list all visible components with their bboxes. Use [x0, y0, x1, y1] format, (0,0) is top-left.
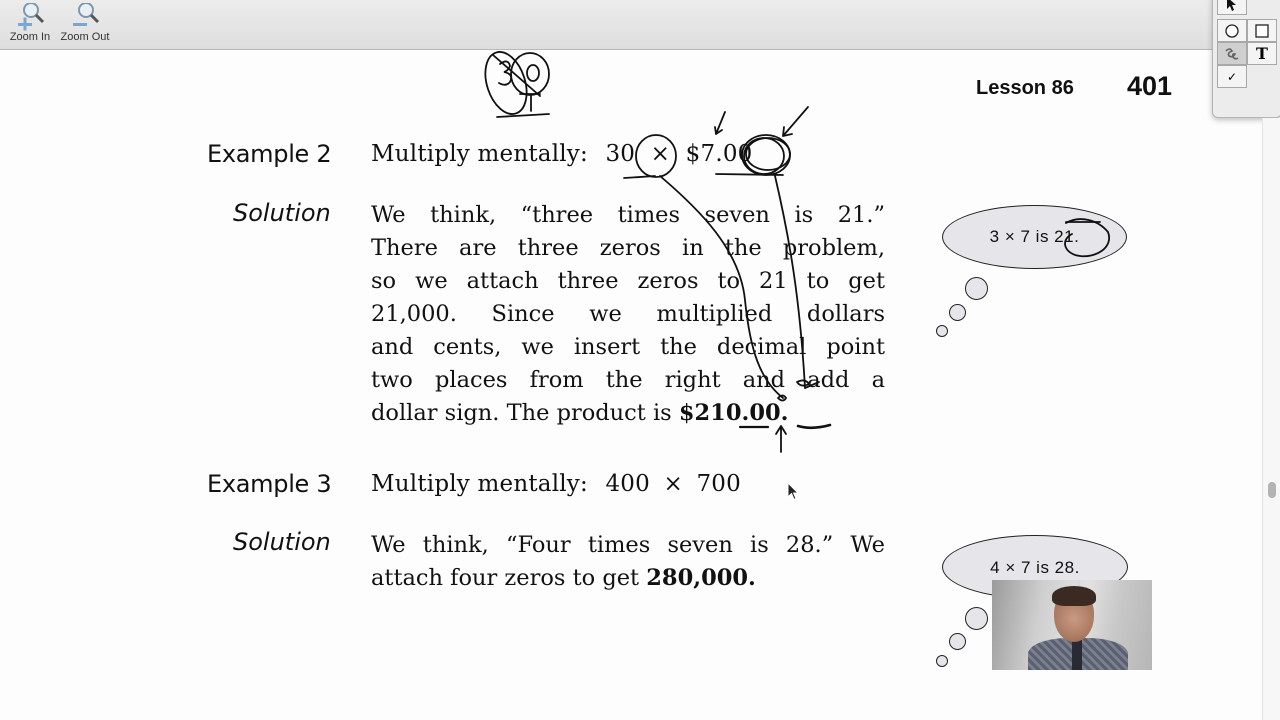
solution-line: We think, “Four times seven is 28.” We — [371, 532, 885, 558]
pointer-tool[interactable] — [1217, 0, 1247, 15]
solution-line — [371, 562, 885, 595]
solution-answer: $210.00. — [678, 400, 789, 426]
solution-line: There are three zeros in the problem, — [371, 235, 885, 261]
rectangle-icon — [1254, 23, 1270, 39]
example-2-solution-text — [371, 199, 885, 430]
lesson-label: Lesson 86 — [976, 77, 1074, 99]
page-number: 401 — [1127, 71, 1173, 101]
scrollbar-thumb[interactable] — [1268, 482, 1276, 498]
vertical-scrollbar[interactable] — [1262, 118, 1280, 720]
viewer-toolbar — [0, 0, 1280, 50]
thought-dot — [936, 655, 948, 667]
solution-line: We think, “three times seven is 21.” — [371, 202, 885, 228]
example-3-label: Example 3 — [207, 470, 332, 498]
solution-line: two places from the right and add a — [371, 367, 885, 393]
zoom-out-label: Zoom Out — [60, 31, 110, 43]
operand-2: $7.00 — [685, 141, 753, 167]
example-2-label: Example 2 — [207, 140, 332, 168]
solution-line: so we attach three zeros to 21 to get — [371, 268, 885, 294]
example-3-problem — [371, 471, 741, 497]
circle-icon — [1224, 23, 1240, 39]
freehand-tool[interactable] — [1217, 42, 1247, 65]
freehand-scribble-icon — [1223, 46, 1241, 62]
thought-text: 4 × 7 is 28. — [990, 558, 1080, 577]
solution-line-text: attach four zeros to get — [371, 565, 647, 591]
thought-dot — [936, 325, 948, 337]
webcam-person-tie — [1072, 640, 1082, 670]
zoom-out-icon — [69, 3, 101, 31]
zoom-in-button[interactable] — [2, 0, 58, 48]
webcam-overlay — [992, 580, 1152, 670]
solution-line: and cents, we insert the decimal point — [371, 334, 885, 360]
example-2-problem — [371, 141, 753, 167]
text-tool[interactable] — [1247, 42, 1277, 65]
webcam-person-hair — [1052, 586, 1096, 606]
solution-line-text: dollar sign. The product is — [371, 400, 679, 426]
rectangle-tool[interactable] — [1247, 19, 1277, 42]
thought-dot — [965, 277, 988, 300]
thought-dot — [965, 607, 988, 630]
text-icon: T — [1256, 44, 1268, 63]
thought-dot — [949, 633, 966, 650]
thought-dot — [949, 304, 966, 321]
zoom-out-button[interactable] — [57, 0, 113, 48]
pointer-icon — [1226, 0, 1238, 12]
example-3-solution-label: Solution — [233, 528, 331, 556]
thought-bubble-example-2 — [942, 205, 1127, 269]
solution-line: 21,000. Since we multiplied dollars — [371, 301, 885, 327]
zoom-in-icon — [14, 3, 46, 31]
example-2-solution-label: Solution — [233, 199, 331, 227]
annotation-tool-palette — [1212, 0, 1280, 118]
mouse-cursor-icon — [787, 482, 801, 502]
times-sign: × — [650, 141, 671, 167]
example-3-solution-text — [371, 529, 885, 595]
solution-line — [371, 397, 885, 430]
check-icon: ✓ — [1226, 69, 1238, 84]
operand-1: 30 — [605, 141, 636, 167]
thought-text: 3 × 7 is 21. — [989, 227, 1080, 246]
problem-expression: 400 × 700 — [605, 471, 741, 497]
problem-prefix: Multiply mentally: — [371, 471, 588, 497]
problem-prefix: Multiply mentally: — [371, 141, 588, 167]
zoom-in-label: Zoom In — [9, 31, 51, 43]
circle-tool[interactable] — [1217, 19, 1247, 42]
solution-answer: 280,000. — [646, 565, 756, 591]
check-tool[interactable] — [1217, 65, 1247, 88]
